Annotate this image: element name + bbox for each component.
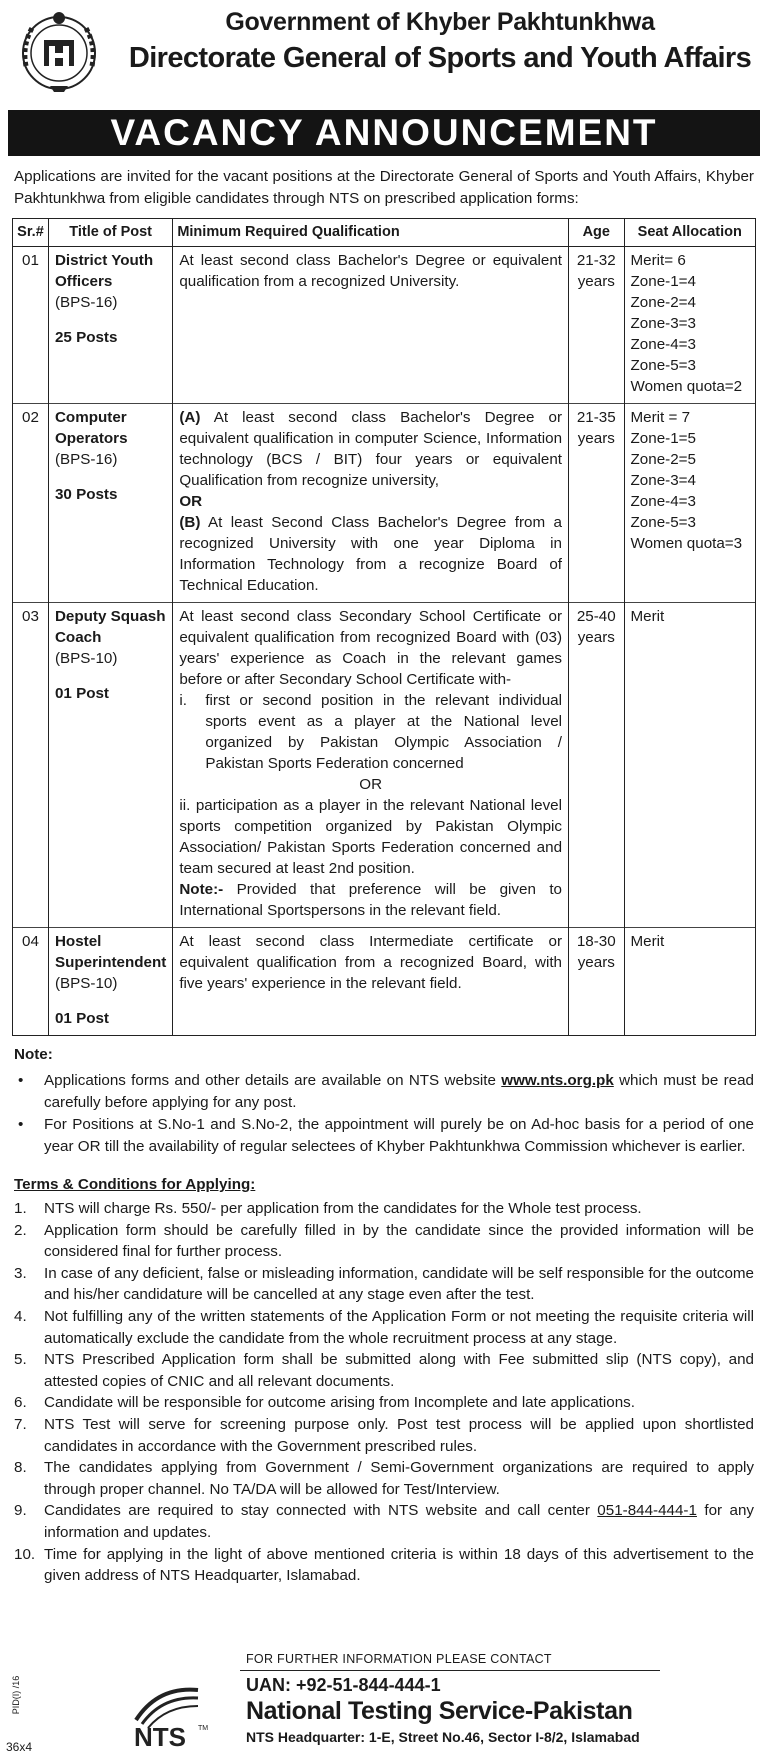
or-separator: OR [359,776,383,793]
seat-line: Zone-2=5 [630,451,696,468]
col-qualification: Minimum Required Qualification [173,219,569,247]
term-number: 7. [14,1415,27,1433]
seat-line: Women quota=3 [630,535,743,552]
row-qualification [173,404,569,603]
list-item [14,1220,754,1263]
row-title-cell [48,247,172,404]
option-b-text: At least Second Class Bachelor's Degree from a recognized University with one year Diploma in Information Technology from a recognize Board of Technical Education. [179,514,563,594]
note-heading: Note: [14,1046,53,1063]
table-row [13,603,756,928]
row-title-cell [48,928,172,1036]
item-i-text: first or second position in the relevant individual sports event as a player at the National level organized by Pakistan Olympic Association / Pakistan Sports Federation concerned [205,692,563,772]
table-row [13,928,756,1036]
seat-line: Zone-2=4 [630,294,696,311]
list-item [14,1500,754,1543]
terms-list [14,1198,754,1587]
note-label: Note:- [179,881,224,898]
post-title: Deputy Squash Coach [54,608,166,646]
list-item [14,1070,754,1114]
list-item: • For Positions at S.No-1 and S.No-2, the appointment will purely be on Ad-hoc basis for a period of one year OR till the availability of regular selectees of Khyber Pakhtunkhwa Commission whichever is earlier. [14,1114,754,1158]
nts-organization-name: National Testing Service-Pakistan [246,1697,633,1725]
table-row [13,404,756,603]
post-bps: (BPS-10) [54,650,118,667]
nts-logo-icon [128,1680,238,1750]
seat-line: Zone-1=5 [630,430,696,447]
term-number: 1. [14,1200,27,1217]
row-sr: 02 [13,404,49,603]
term-text: Candidate will be responsible for outcome arising from Incomplete and late applications. [44,1394,635,1412]
row-seats [624,928,755,1036]
term-number: 10. [14,1545,36,1563]
post-bps: (BPS-16) [54,451,118,468]
option-b-label: (B) [179,514,201,531]
list-item [14,1414,754,1457]
uan-number: UAN: +92-51-844-444-1 [246,1675,441,1695]
row-sr: 03 [13,603,49,928]
note-1-post: which must be read carefully before applying for any post. [44,1072,754,1111]
row-title-cell [48,404,172,603]
notes-list [14,1070,754,1158]
seat-line: Women quota=2 [630,378,743,395]
term-text: for any information and updates. [44,1502,754,1541]
seat-line: Merit [630,933,665,950]
table-header-row [13,219,756,247]
seat-line: Zone-5=3 [630,514,696,531]
term-text: NTS Prescribed Application form shall be submitted along with Fee submitted slip (NTS copy), and attested copies of CNIC and all relevant documents. [44,1351,754,1390]
directorate-title: Directorate General of Sports and Youth Affairs [128,42,752,74]
col-sr: Sr.# [13,219,49,247]
row-age: 25-40 years [569,603,625,928]
term-number: 9. [14,1502,27,1520]
list-item [14,1457,754,1500]
item-i-label: i. [179,692,187,709]
term-number: 6. [14,1394,27,1412]
list-item [14,1263,754,1306]
term-number: 2. [14,1221,27,1239]
col-seat-allocation: Seat Allocation [624,219,755,247]
trademark-mark: TM [198,1725,209,1732]
row-qualification [173,603,569,928]
seat-line: Merit = 7 [630,409,691,426]
row-title-cell [48,603,172,928]
vacancy-table [12,218,756,1036]
term-text: NTS Test will serve for screening purpose only. Post test process will be applied upon shortlisted candidates in accordance with the Government prescribed rules. [44,1415,754,1455]
post-count: 01 Post [54,685,109,702]
vacancy-banner: VACANCY ANNOUNCEMENT [8,110,760,156]
term-number: 8. [14,1459,27,1477]
row-sr: 04 [13,928,49,1036]
qualification-intro: At least second class Secondary School Certificate or equivalent qualification from recognized Board with (03) years' experience as Coach in the relevant games before or after Secondary School Certificate with- [179,608,563,688]
row-seats [624,247,755,404]
list-item [14,1198,754,1220]
option-a-text: At least second class Bachelor's Degree or equivalent qualification in computer Science, Information technology (BCS / BIT) four years or equivalent Qualification from recognize university, [179,409,563,489]
ad-size-code: 36x4 [6,1740,33,1754]
term-text: The candidates applying from Government / Semi-Government organizations are required to apply through proper channel. No TA/DA will be allowed for Test/Interview. [44,1459,754,1498]
col-title: Title of Post [48,219,172,247]
item-ii-text: participation as a player in the relevant National level sports competition organized by Pakistan Olympic Association/ Pakistan Sports Federation concerned and team secured at least 2nd position. [179,797,563,877]
or-separator: OR [179,493,203,510]
row-age: 21-32 years [569,247,625,404]
call-center-number[interactable]: 051-844-444-1 [597,1502,697,1520]
row-seats [624,603,755,928]
seat-line: Zone-3=3 [630,315,696,332]
seat-line: Zone-4=3 [630,336,696,353]
term-text: Not fulfilling any of the written statements of the Application Form or not meeting the requisite criteria will automatically exclude the candidate from the whole recruitment process at any stage. [44,1307,754,1347]
intro-paragraph: Applications are invited for the vacant positions at the Directorate General of Sports and Youth Affairs, Khyber Pakhtunkhwa from eligible candidates through NTS on prescribed application forms: [14,168,754,207]
publication-id: PID(I) /16 [11,1675,21,1715]
nts-logo-text: NTS [134,1722,186,1750]
row-age: 21-35 years [569,404,625,603]
list-item [14,1392,754,1414]
row-seats [624,404,755,603]
nts-address: NTS Headquarter: 1-E, Street No.46, Sector I-8/2, Islamabad [246,1729,640,1745]
row-qualification: At least second class Intermediate certificate or equivalent qualification from a recognized Board, with five years' experience in the relevant field. [173,928,569,1036]
seat-line: Merit [630,608,665,625]
post-count: 30 Posts [54,486,118,503]
post-count: 25 Posts [54,329,118,346]
term-text: NTS will charge Rs. 550/- per application from the candidates for the Whole test process. [44,1200,642,1217]
row-qualification: At least second class Bachelor's Degree or equivalent qualification from a recognized University. [173,247,569,404]
list-item [14,1349,754,1392]
terms-heading: Terms & Conditions for Applying: [14,1176,256,1193]
term-number: 5. [14,1351,27,1369]
seat-line: Zone-4=3 [630,493,696,510]
contact-heading: FOR FURTHER INFORMATION PLEASE CONTACT [246,1652,552,1666]
post-title: Hostel Superintendent [54,933,167,971]
seat-line: Zone-5=3 [630,357,696,374]
row-age: 18-30 years [569,928,625,1036]
term-text: Time for applying in the light of above mentioned criteria is within 18 days of this advertisement to the given address of NTS Headquarter, Islamabad. [44,1545,754,1585]
list-item [14,1306,754,1349]
note-1-pre: Applications forms and other details are available on NTS website [44,1072,496,1089]
kp-government-emblem-icon [14,6,104,96]
post-title: District Youth Officers [54,252,154,290]
government-title: Government of Khyber Pakhtunkhwa [225,8,655,36]
option-a-label: (A) [179,409,201,426]
term-text: Candidates are required to stay connected with NTS website and call center [44,1502,590,1520]
list-item [14,1544,754,1587]
table-row [13,247,756,404]
term-text: In case of any deficient, false or misleading information, candidate will be self responsible for the outcome and his/her candidature will be cancelled at any stage even after the test. [44,1264,754,1304]
col-age: Age [569,219,625,247]
note-text: Provided that preference will be given to International Sportspersons in the relevant field. [179,881,562,919]
nts-website-link[interactable]: www.nts.org.pk [501,1072,614,1089]
footer-divider [240,1670,660,1671]
post-count: 01 Post [54,1010,109,1027]
term-text: Application form should be carefully filled in by the candidate since the provided information will be considered final for further process. [44,1221,754,1261]
seat-line: Zone-3=4 [630,472,696,489]
item-ii-label: ii. [179,797,191,814]
post-bps: (BPS-16) [54,294,118,311]
seat-line: Merit= 6 [630,252,686,269]
seat-line: Zone-1=4 [630,273,696,290]
row-sr: 01 [13,247,49,404]
post-title: Computer Operators [54,409,128,447]
term-number: 4. [14,1307,27,1325]
post-bps: (BPS-10) [54,975,118,992]
term-number: 3. [14,1264,27,1282]
